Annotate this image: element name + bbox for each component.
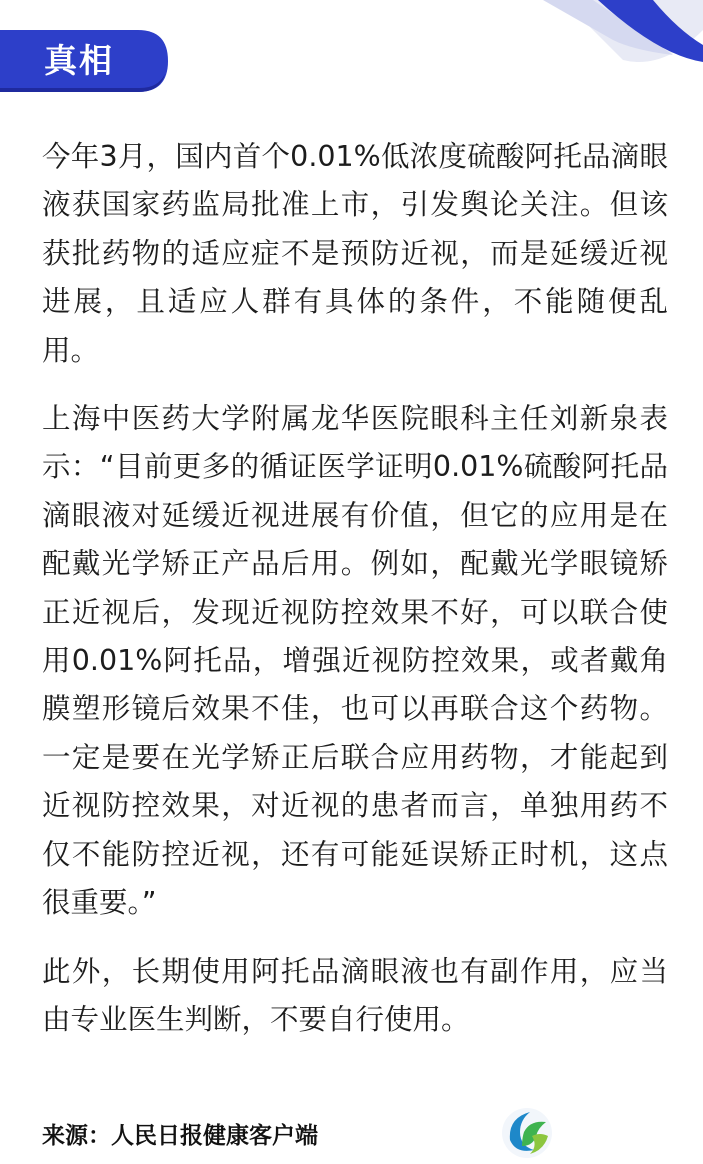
health-app-logo-icon xyxy=(500,1106,554,1160)
source-credit: 来源：人民日报健康客户端 xyxy=(42,1123,318,1149)
section-title-tag xyxy=(0,30,168,92)
corner-ribbon-decor xyxy=(503,0,703,80)
article-paragraph: 今年3月，国内首个0.01%低浓度硫酸阿托品滴眼液获国家药监局批准上市，引发舆论关注。但该获批药物的适应症不是预防近视，而是延缓近视进展，且适应人群有具体的条件，不能随便乱用。 xyxy=(42,140,668,367)
section-title: 真相 xyxy=(44,41,114,80)
article-body xyxy=(42,133,668,1064)
article-paragraph: 上海中医药大学附属龙华医院眼科主任刘新泉表示：“目前更多的循证医学证明0.01%硫酸阿托品滴眼液对延缓近视进展有价值，但它的应用是在配戴光学矫正产品后用。例如，配戴光学眼镜矫正近视后，发现近视防控效果不好，可以联合使用0.01%阿托品，增强近视防控效果，或者戴角膜塑形镜后效果不佳，也可以再联合这个药物。一定是要在光学矫正后联合应用药物，才能起到近视防控效果，对近视的患者而言，单独用药不仅不能防控近视，还有可能延误矫正时机，这点很重要。” xyxy=(42,402,668,920)
article-paragraph: 此外，长期使用阿托品滴眼液也有副作用，应当由专业医生判断，不要自行使用。 xyxy=(42,954,668,1036)
